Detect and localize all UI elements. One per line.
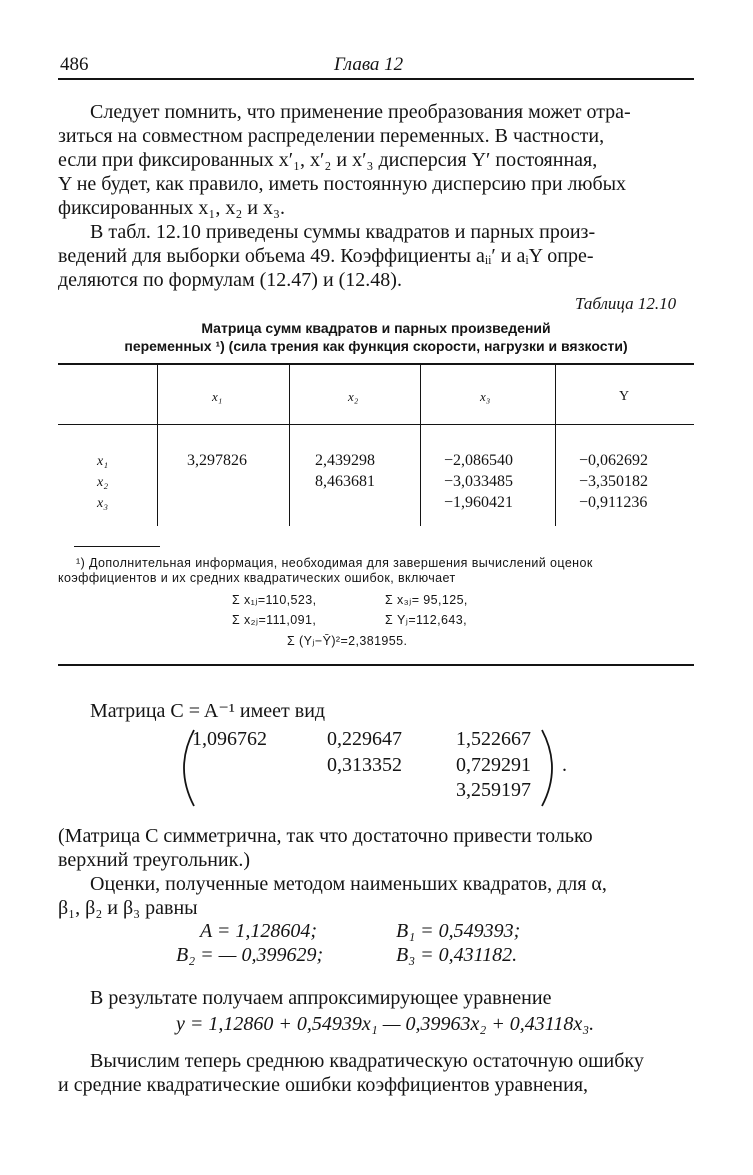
- table-cell-r1-c4: −0,062692: [579, 452, 649, 469]
- footnote-sum-1: Σ x₁ⱼ=110,523,: [232, 593, 317, 607]
- table-cell-r1-c3: −2,086540: [444, 452, 514, 469]
- matrix-r2-c3: 0,729291: [456, 754, 531, 776]
- table-cell-r3-c3: −1,960421: [444, 494, 514, 511]
- approx-equation: y = 1,12860 + 0,54939x₁ — 0,39963x₂ + 0,43118x₃.: [176, 1013, 595, 1035]
- matrix-period: .: [562, 754, 567, 776]
- after-line-1: (Матрица C симметрична, так что достаточно привести только: [58, 825, 593, 847]
- col-header-x1: x₁: [212, 389, 223, 404]
- table-title-line-2: переменных ¹) (сила трения как функция скорости, нагрузки и вязкости): [124, 338, 628, 354]
- matrix-r1-c2: 0,229647: [327, 728, 402, 750]
- matrix-right-paren: [538, 728, 564, 808]
- table-label: Таблица 12.10: [575, 294, 677, 313]
- table-cell-r3-c4: −0,911236: [579, 494, 648, 511]
- col-header-Y: Y: [619, 389, 630, 404]
- intro-line-6: В табл. 12.10 приведены суммы квадратов и парных произ-: [90, 221, 596, 243]
- after-line-4: β₁, β₂ и β₃ равны: [58, 897, 198, 919]
- estimate-B1: B₁ = 0,549393;: [396, 920, 521, 942]
- chapter-title: Глава 12: [334, 54, 404, 75]
- table-col-divider-4: [555, 364, 556, 526]
- footnote-sum-3: Σ x₂ⱼ=111,091,: [232, 613, 317, 627]
- table-title-line-1: Матрица сумм квадратов и парных произведений: [201, 320, 551, 336]
- after-line-3: Оценки, полученные методом наименьших квадратов, для α,: [90, 873, 607, 895]
- matrix-r1-c3: 1,522667: [456, 728, 531, 750]
- after-line-7: и средние квадратические ошибки коэффициентов уравнения,: [58, 1074, 589, 1096]
- estimate-B3: B₃ = 0,431182.: [396, 944, 518, 966]
- after-line-6: Вычислим теперь среднюю квадратическую остаточную ошибку: [90, 1050, 644, 1072]
- table-cell-r1-c2: 2,439298: [315, 452, 375, 469]
- header-rule: [58, 78, 694, 80]
- matrix-r1-c1: 1,096762: [192, 728, 267, 750]
- table-cell-r2-c3: −3,033485: [444, 473, 514, 490]
- row-label-x2: x₂: [97, 475, 109, 490]
- table-cell-r2-c4: −3,350182: [579, 473, 649, 490]
- table-cell-r1-c1: 3,297826: [187, 452, 247, 469]
- table-col-divider-2: [289, 364, 290, 526]
- table-col-divider-1: [157, 364, 158, 526]
- intro-line-8: деляются по формулам (12.47) и (12.48).: [58, 269, 402, 291]
- matrix-r3-c3: 3,259197: [456, 779, 531, 801]
- col-header-x3: x₃: [480, 389, 491, 404]
- matrix-intro: Матрица C = A⁻¹ имеет вид: [90, 700, 326, 722]
- intro-line-5: фиксированных x₁, x₂ и x₃.: [58, 197, 285, 219]
- table-cell-r2-c2: 8,463681: [315, 473, 375, 490]
- intro-line-7: ведений для выборки объема 49. Коэффициенты aᵢᵢ′ и aᵢY опре-: [58, 245, 594, 267]
- row-label-x3: x₃: [97, 496, 109, 511]
- table-header-rule: [58, 424, 694, 425]
- footnote-line-2: коэффициентов и их средних квадратических ошибок, включает: [58, 571, 456, 585]
- intro-line-2: зиться на совместном распределении переменных. В частности,: [58, 125, 605, 147]
- after-line-5: В результате получаем аппроксимирующее уравнение: [90, 987, 552, 1009]
- estimate-B2: B₂ = — 0,399629;: [176, 944, 324, 966]
- col-header-x2: x₂: [348, 389, 359, 404]
- table-col-divider-3: [420, 364, 421, 526]
- table-top-rule: [58, 363, 694, 365]
- row-label-x1: x₁: [97, 454, 109, 469]
- intro-line-4: Y не будет, как правило, иметь постоянную дисперсию при любых: [58, 173, 627, 195]
- table-bottom-rule: [58, 664, 694, 666]
- intro-line-1: Следует помнить, что применение преобразования может отра-: [90, 101, 631, 123]
- footnote-rule: [74, 546, 160, 547]
- matrix-r2-c2: 0,313352: [327, 754, 402, 776]
- after-line-2: верхний треугольник.): [58, 849, 251, 871]
- page-number: 486: [60, 54, 89, 75]
- intro-line-3: если при фиксированных x′₁, x′₂ и x′₃ дисперсия Y′ постоянная,: [58, 149, 598, 171]
- footnote-sum-2: Σ x₃ⱼ= 95,125,: [385, 593, 468, 607]
- footnote-sum-4: Σ Yⱼ=112,643,: [385, 613, 467, 627]
- estimate-A: A = 1,128604;: [200, 920, 318, 942]
- footnote-sum-5: Σ (Yⱼ−Ȳ)²=2,381955.: [287, 634, 408, 648]
- footnote-line-1: ¹) Дополнительная информация, необходимая для завершения вычислений оценок: [76, 556, 593, 570]
